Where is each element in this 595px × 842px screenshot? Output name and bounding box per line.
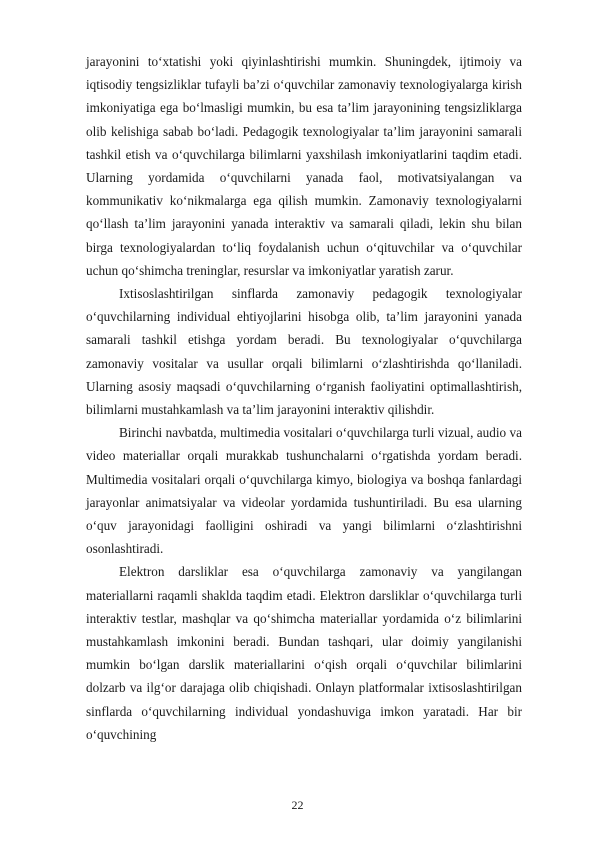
paragraph-continuation: jarayonini to‘xtatishi yoki qiyinlashtirishi mumkin. Shuningdek, ijtimoiy va iqtisodiy tengsizliklar tufayli ba’zi o‘quvchilar zamonaviy texnologiyalarga kirish imkoniyatiga ega bo‘lmasligi mumkin, bu esa ta’lim jarayonining tengsizliklarga olib kelishiga sabab bo‘ladi. Pedagogik texnologiyalar ta’lim jarayonini samarali tashkil etish va o‘quvchilarga bilimlarni yaxshilash imkoniyatlarini taqdim etadi. Ularning yordamida o‘quvchilarni yanada faol, motivatsiyalangan va kommunikativ ko‘nikmalarga ega qilish mumkin. Zamonaviy texnologiyalarni qo‘llash ta’lim jarayonini yanada interaktiv va samarali qiladi, lekin shu bilan birga texnologiyalardan to‘liq foydalanish uchun o‘qituvchilar va o‘quvchilar uchun qo‘shimcha treninglar, resurslar va imkoniyatlar yaratish zarur. <box>86 54 522 278</box>
page-number: 22 <box>291 798 304 812</box>
paragraph-specialized-classes: Ixtisoslashtirilgan sinflarda zamonaviy pedagogik texnologiyalar o‘quvchilarning individual ehtiyojlarini hisobga olib, ta’lim jarayonini yanada samarali tashkil etishga yordam beradi. Bu texnologiyalar o‘quvchilarga zamonaviy vositalar va usullar orqali bilimlarni o‘zlashtirishda qo‘llaniladi. Ularning asosiy maqsadi o‘quvchilarning o‘rganish faoliyatini optimallashtirish, bilimlarni mustahkamlash va ta’lim jarayonini interaktiv qilishdir. <box>86 286 522 418</box>
document-body <box>86 50 522 746</box>
paragraph-multimedia: Birinchi navbatda, multimedia vositalari o‘quvchilarga turli vizual, audio va video materiallar orqali murakkab tushunchalarni o‘rgatishda yordam beradi. Multimedia vositalari orqali o‘quvchilarga kimyo, biologiya va boshqa fanlardagi jarayonlar animatsiyalar va videolar yordamida tushuntiriladi. Bu esa ularning o‘quv jarayonidagi faolligini oshiradi va yangi bilimlarni o‘zlashtirishni osonlashtiradi. <box>86 425 522 557</box>
paragraph-electronic-textbooks: Elektron darsliklar esa o‘quvchilarga zamonaviy va yangilangan materiallarni raqamli shaklda taqdim etadi. Elektron darsliklar o‘quvchilarga turli interaktiv testlar, mashqlar va qo‘shimcha materiallar yordamida o‘z bilimlarini mustahkamlash imkonini beradi. Bundan tashqari, ular doimiy yangilanishi mumkin bo‘lgan darslik materiallarini o‘qish orqali o‘quvchilar bilimlarini dolzarb va ilg‘or darajaga olib chiqishadi. Onlayn platformalar ixtisoslashtirilgan sinflarda o‘quvchilarning individual yondashuviga imkon yaratadi. Har bir o‘quvchining <box>86 564 522 742</box>
